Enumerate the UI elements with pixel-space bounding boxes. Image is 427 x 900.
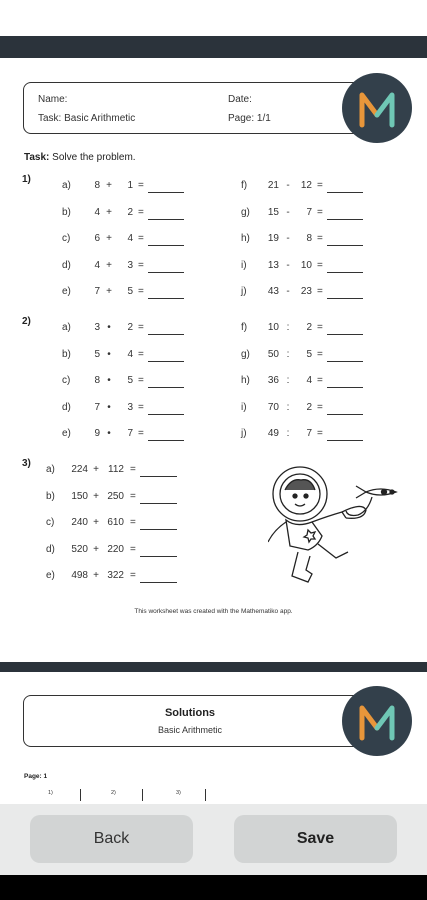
- operand-b: 2: [306, 322, 312, 333]
- solutions-divider: [142, 789, 143, 801]
- equals-sign: =: [130, 464, 136, 475]
- mathematiko-logo-icon: [342, 73, 412, 143]
- operator: +: [106, 233, 112, 244]
- operand-a: 36: [267, 375, 279, 386]
- equals-sign: =: [317, 428, 323, 439]
- operator: -: [286, 259, 290, 271]
- equals-sign: =: [317, 322, 323, 333]
- problem-label: b): [62, 348, 71, 360]
- problem-label: e): [46, 570, 55, 581]
- operand-b: 7: [306, 428, 312, 439]
- problem-label: e): [62, 286, 71, 297]
- problem-row: [241, 286, 391, 300]
- equals-sign: =: [317, 180, 323, 191]
- problem-label: c): [46, 517, 55, 528]
- solutions-header-box: [23, 695, 378, 747]
- answer-line[interactable]: [148, 440, 184, 441]
- operator: :: [286, 375, 290, 386]
- operand-a: 21: [267, 180, 279, 191]
- operator: -: [286, 286, 290, 297]
- equals-sign: =: [138, 286, 144, 297]
- task-instruction: [24, 152, 136, 163]
- operand-a: 8: [94, 180, 100, 191]
- operand-a: 4: [94, 259, 100, 271]
- problem-row: [62, 322, 212, 336]
- answer-line[interactable]: [327, 298, 363, 299]
- operator: -: [286, 206, 290, 218]
- problem-label: f): [241, 180, 248, 191]
- problem-row: [62, 233, 212, 247]
- section-number: 1): [22, 174, 31, 185]
- problem-row: [46, 491, 196, 505]
- operator: +: [106, 259, 112, 271]
- problem-row: [241, 375, 391, 389]
- answer-line[interactable]: [148, 361, 184, 362]
- equals-sign: =: [130, 490, 136, 502]
- equals-sign: =: [138, 206, 144, 218]
- problem-label: a): [62, 322, 71, 333]
- operator: •: [107, 322, 111, 333]
- operator: +: [106, 286, 112, 297]
- operand-a: 13: [267, 259, 279, 271]
- problem-row: [62, 349, 212, 363]
- solutions-column-2: 2): [111, 790, 116, 796]
- answer-line[interactable]: [327, 440, 363, 441]
- operand-b: 220: [107, 543, 124, 555]
- system-nav-bar: [0, 875, 427, 900]
- astronaut-illustration-icon: [268, 462, 413, 592]
- operand-b: 4: [306, 375, 312, 386]
- worksheet-footer-note: This worksheet was created with the Mathematiko app.: [134, 608, 293, 615]
- operand-b: 322: [107, 570, 124, 581]
- solutions-page-label: Page: 1: [24, 773, 48, 780]
- answer-line[interactable]: [148, 245, 184, 246]
- problem-label: a): [62, 180, 71, 191]
- problem-row: [62, 180, 212, 194]
- problem-row: [241, 322, 391, 336]
- answer-line[interactable]: [327, 334, 363, 335]
- date-label: Date:: [228, 94, 252, 105]
- answer-line[interactable]: [140, 556, 177, 557]
- answer-line[interactable]: [148, 298, 184, 299]
- problem-label: f): [241, 322, 248, 333]
- operand-b: 23: [300, 286, 312, 297]
- answer-line[interactable]: [327, 414, 363, 415]
- answer-line[interactable]: [140, 503, 177, 504]
- equals-sign: =: [138, 180, 144, 191]
- operand-a: 498: [71, 570, 88, 581]
- operator: +: [93, 464, 99, 475]
- problem-row: [241, 428, 391, 442]
- solutions-column-1: 1): [48, 790, 53, 796]
- back-button[interactable]: Back: [30, 815, 193, 863]
- operand-a: 50: [267, 348, 279, 360]
- operand-a: 70: [267, 401, 279, 413]
- problem-label: b): [46, 490, 55, 502]
- operator: +: [93, 517, 99, 528]
- name-label: Name:: [38, 94, 68, 105]
- problem-label: g): [241, 348, 250, 360]
- task-text: Solve the problem.: [52, 152, 136, 163]
- operand-a: 10: [267, 322, 279, 333]
- operand-b: 7: [306, 206, 312, 218]
- problem-row: [46, 570, 196, 584]
- problem-row: [241, 207, 391, 221]
- problem-label: a): [46, 464, 55, 475]
- equals-sign: =: [138, 401, 144, 413]
- answer-line[interactable]: [327, 219, 363, 220]
- status-bar: [0, 0, 427, 36]
- problem-row: [62, 207, 212, 221]
- operator: -: [286, 180, 290, 191]
- answer-line[interactable]: [148, 414, 184, 415]
- equals-sign: =: [317, 206, 323, 218]
- operand-a: 240: [71, 517, 88, 528]
- page-label: Page: 1/1: [228, 113, 271, 124]
- operand-b: 3: [127, 259, 133, 271]
- equals-sign: =: [138, 375, 144, 386]
- operand-a: 5: [94, 348, 100, 360]
- solutions-divider: [80, 789, 81, 801]
- problem-row: [241, 402, 391, 416]
- equals-sign: =: [130, 517, 136, 528]
- operand-a: 6: [94, 233, 100, 244]
- answer-line[interactable]: [327, 361, 363, 362]
- equals-sign: =: [317, 401, 323, 413]
- problem-row: [62, 402, 212, 416]
- operand-a: 7: [94, 401, 100, 413]
- operator: :: [286, 322, 290, 333]
- equals-sign: =: [317, 233, 323, 244]
- task-prefix: Task:: [24, 152, 50, 163]
- problem-label: j): [241, 286, 247, 297]
- problem-label: h): [241, 233, 250, 244]
- operand-b: 250: [107, 490, 124, 502]
- operand-a: 49: [267, 428, 279, 439]
- answer-line[interactable]: [148, 272, 184, 273]
- equals-sign: =: [130, 543, 136, 555]
- equals-sign: =: [138, 259, 144, 271]
- operand-b: 5: [127, 375, 133, 386]
- problem-row: [62, 260, 212, 274]
- operand-b: 3: [127, 401, 133, 413]
- problem-row: [62, 375, 212, 389]
- problem-label: i): [241, 259, 247, 271]
- operand-a: 4: [94, 206, 100, 218]
- problem-row: [241, 233, 391, 247]
- problem-row: [46, 544, 196, 558]
- operand-b: 2: [127, 322, 133, 333]
- problem-label: i): [241, 401, 247, 413]
- operator: :: [286, 401, 290, 413]
- problem-row: [241, 180, 391, 194]
- answer-line[interactable]: [148, 192, 184, 193]
- operand-a: 520: [71, 543, 88, 555]
- answer-line[interactable]: [327, 192, 363, 193]
- mathematiko-logo-icon: [342, 686, 412, 756]
- answer-line[interactable]: [140, 476, 177, 477]
- equals-sign: =: [138, 322, 144, 333]
- problem-label: d): [62, 259, 71, 271]
- problem-label: d): [46, 543, 55, 555]
- answer-line[interactable]: [148, 219, 184, 220]
- operand-b: 2: [127, 206, 133, 218]
- operand-b: 1: [127, 180, 133, 191]
- operand-a: 224: [71, 464, 88, 475]
- problem-label: g): [241, 206, 250, 218]
- problem-row: [46, 517, 196, 531]
- worksheet-header-box: [23, 82, 378, 134]
- operand-b: 8: [306, 233, 312, 244]
- operand-b: 2: [306, 401, 312, 413]
- answer-line[interactable]: [327, 272, 363, 273]
- operator: +: [106, 180, 112, 191]
- problem-label: c): [62, 375, 71, 386]
- operator: -: [286, 233, 290, 244]
- answer-line[interactable]: [140, 529, 177, 530]
- solutions-title: Solutions: [164, 707, 216, 719]
- operator: +: [93, 543, 99, 555]
- operand-a: 8: [94, 375, 100, 386]
- problem-row: [62, 286, 212, 300]
- operand-a: 19: [267, 233, 279, 244]
- problem-row: [241, 260, 391, 274]
- operand-b: 10: [300, 259, 312, 271]
- operand-b: 5: [127, 286, 133, 297]
- operand-a: 15: [267, 206, 279, 218]
- operator: •: [107, 348, 111, 360]
- operand-b: 4: [127, 233, 133, 244]
- section-number: 2): [22, 316, 31, 327]
- operand-a: 7: [94, 286, 100, 297]
- operand-a: 9: [94, 428, 100, 439]
- operator: :: [286, 428, 290, 439]
- operator: :: [286, 348, 290, 360]
- operator: •: [107, 375, 111, 386]
- task-label: Task: Basic Arithmetic: [38, 113, 136, 124]
- problem-label: b): [62, 206, 71, 218]
- equals-sign: =: [138, 348, 144, 360]
- equals-sign: =: [130, 570, 136, 581]
- equals-sign: =: [317, 348, 323, 360]
- operand-a: 150: [71, 490, 88, 502]
- operand-a: 3: [94, 322, 100, 333]
- equals-sign: =: [138, 428, 144, 439]
- operator: +: [106, 206, 112, 218]
- answer-line[interactable]: [140, 582, 177, 583]
- operand-b: 4: [127, 348, 133, 360]
- header-band: [0, 36, 427, 58]
- problem-label: e): [62, 428, 71, 439]
- operand-b: 610: [107, 517, 124, 528]
- equals-sign: =: [317, 375, 323, 386]
- answer-line[interactable]: [327, 387, 363, 388]
- problem-label: c): [62, 233, 71, 244]
- answer-line[interactable]: [327, 245, 363, 246]
- operand-b: 5: [306, 348, 312, 360]
- operator: •: [107, 428, 111, 439]
- operand-b: 12: [300, 180, 312, 191]
- solutions-column-3: 3): [176, 790, 181, 796]
- equals-sign: =: [317, 286, 323, 297]
- save-button[interactable]: Save: [234, 815, 397, 863]
- operand-b: 7: [127, 428, 133, 439]
- problem-label: h): [241, 375, 250, 386]
- problem-label: d): [62, 401, 71, 413]
- solutions-subtitle: Basic Arithmetic: [157, 725, 223, 735]
- problem-row: [62, 428, 212, 442]
- equals-sign: =: [138, 233, 144, 244]
- page-separator-band: [0, 662, 427, 672]
- equals-sign: =: [317, 259, 323, 271]
- answer-line[interactable]: [148, 334, 184, 335]
- problem-label: j): [241, 428, 247, 439]
- operand-a: 43: [267, 286, 279, 297]
- section-number: 3): [22, 458, 31, 469]
- problem-row: [241, 349, 391, 363]
- operand-b: 112: [108, 464, 124, 475]
- operator: +: [93, 570, 99, 581]
- answer-line[interactable]: [148, 387, 184, 388]
- operator: +: [93, 490, 99, 502]
- problem-row: [46, 464, 196, 478]
- solutions-divider: [205, 789, 206, 801]
- operator: •: [107, 401, 111, 413]
